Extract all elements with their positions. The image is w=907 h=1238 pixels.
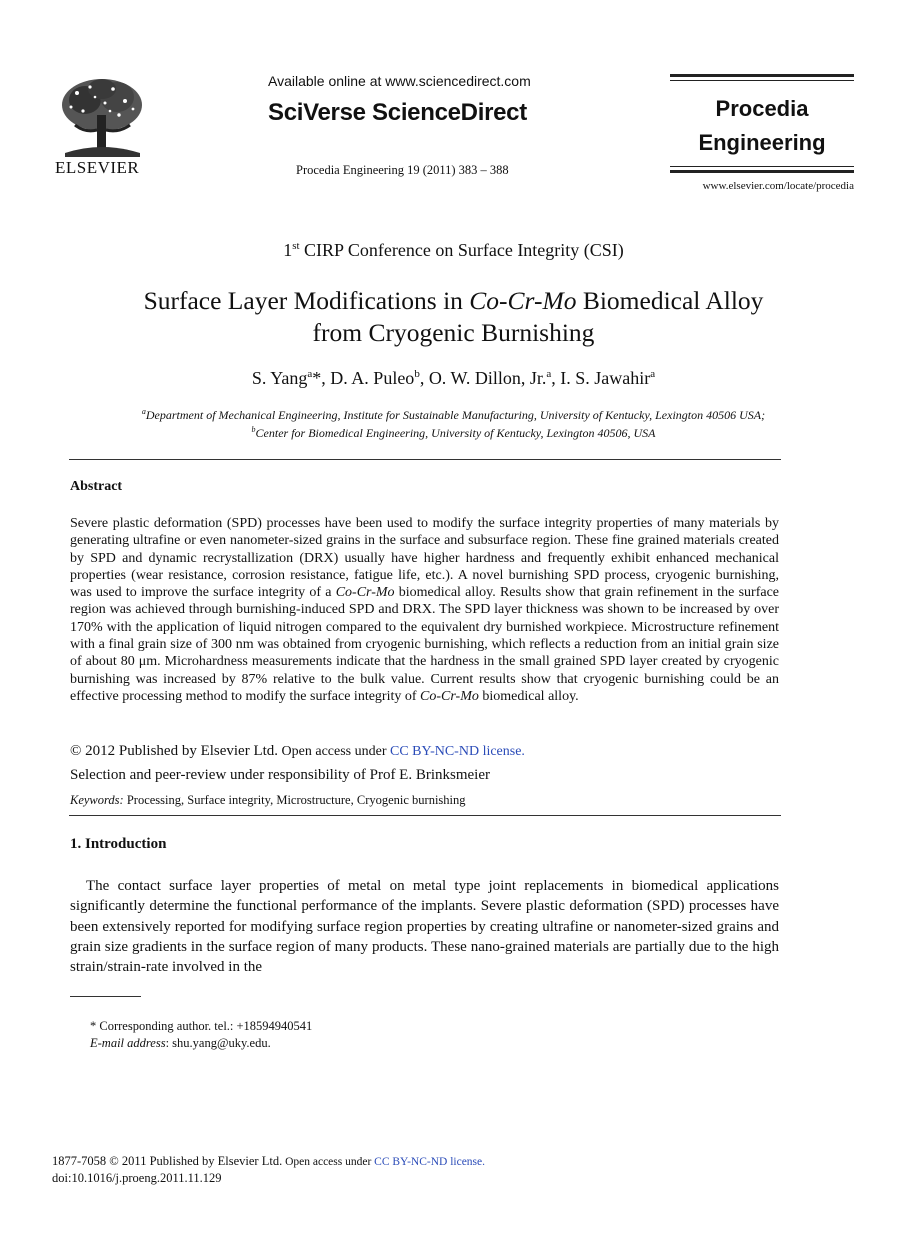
doi-line[interactable]: doi:10.1016/j.proeng.2011.11.129 <box>52 1171 222 1185</box>
keywords-label: Keywords: <box>70 793 124 807</box>
author-name: D. A. Puleo <box>330 368 415 388</box>
footnote-rule <box>70 996 141 997</box>
license-link[interactable]: CC BY-NC-ND license. <box>374 1156 486 1168</box>
journal-rule-bottom-thick <box>670 170 854 173</box>
introduction-body: The contact surface layer properties of metal on metal type joint replacements in biomedical applications significantly determine the functional performance of the implants. Severe plastic deformation (SPD) processes have been extensively reported for modifying surface region properties by creating ultrafine or nanometer-sized grains and grain size gradients in the surface region of many products. These nano-grained materials are partially due to the high strain/strain-rate involved in the <box>70 878 779 976</box>
corresponding-author-note: * Corresponding author. tel.: +18594940541 <box>90 1019 313 1033</box>
affiliation-a: $^a$Department of Mechanical Engineering, Institute for Sustainable Manufacturing, University of Kentucky, Lexington 40506 USA; <box>141 407 766 422</box>
journal-name-line2: Engineering <box>698 130 826 155</box>
keywords-list: Processing, Surface integrity, Microstructure, Cryogenic burnishing <box>123 793 466 807</box>
journal-citation: Procedia Engineering 19 (2011) 383 – 388 <box>296 163 509 177</box>
journal-name-line1: Procedia <box>715 96 809 121</box>
footer-copyright: 1877-7058 © 2011 Published by Elsevier Ltd. Open access under CC BY-NC-ND license. <box>52 1154 486 1168</box>
journal-name <box>670 92 854 160</box>
paper-title-line2: from Cryogenic Burnishing <box>312 318 595 347</box>
author-list: S. Yang$^a$*, D. A. Puleo$^b$, O. W. Dillon, Jr.$^a$, I. S. Jawahir$^a$ <box>251 368 656 388</box>
conference-ordinal-suffix: st <box>292 240 300 252</box>
license-link[interactable]: CC BY-NC-ND license. <box>390 744 525 759</box>
abstract-body: Severe plastic deformation (SPD) processes have been used to modify the surface integrity properties of many materials by generating ultrafine or even nanometer-sized grains in the surface and subsurface region. These fine grained materials created by SPD and dynamic recrystallization (DRX) usually have higher hardness and frequently exhibit enhanced mechanical properties (wear resistance, corrosion resistance, fatigue life, etc.). A novel burnishing SPD process, cryogenic burnishing, was used to improve the surface integrity of a Co-Cr-Mo biomedical alloy. Results show that grain refinement in the surface region was achieved through burnishing-induced SPD and DRX. The SPD layer thickness was shown to be increased by over 170% with the application of liquid nitrogen compared to the equivalent dry burnished workpiece. Microstructure refinement with a final grain size of 300 nm was obtained from cryogenic burnishing, which reflects a reduction from an initial grain size of about 80 μm. Microhardness measurements indicate that the hardness in the small grained SPD layer created by cryogenic burnishing was increased by 87% relative to the bulk value. Current results show that cryogenic burnishing could be an effective processing method to modify the surface integrity of Co-Cr-Mo biomedical alloy. <box>70 516 779 704</box>
alloy-name: Co-Cr-Mo <box>335 585 395 601</box>
abstract-heading: Abstract <box>70 479 123 494</box>
email-address[interactable]: : shu.yang@uky.edu. <box>165 1036 271 1050</box>
conference-name <box>0 240 907 261</box>
copyright-line: © 2012 Published by Elsevier Ltd. Open access under CC BY-NC-ND license. <box>70 743 525 759</box>
journal-rule-top-thick <box>670 74 854 77</box>
email-note <box>90 1036 271 1051</box>
author-name: S. Yang <box>251 368 308 388</box>
alloy-name: Co-Cr-Mo <box>420 688 479 704</box>
journal-rule-bottom-thin <box>670 166 854 167</box>
peer-review-note: Selection and peer-review under responsibility of Prof E. Brinksmeier <box>70 767 490 783</box>
conference-title: CIRP Conference on Surface Integrity (CSI) <box>299 240 624 260</box>
paper-title-line1: Surface Layer Modifications in Co-Cr-Mo Biomedical Alloy <box>143 286 764 315</box>
publisher-wordmark: ELSEVIER <box>55 158 140 177</box>
author-affiliation-mark: b <box>414 368 420 380</box>
section-heading-introduction: 1. Introduction <box>70 836 167 852</box>
platform-name: SciVerse ScienceDirect <box>268 99 527 126</box>
divider <box>69 815 781 816</box>
conference-ordinal: 1 <box>283 240 293 260</box>
divider <box>69 459 781 460</box>
keywords-line <box>70 793 466 808</box>
author-name: O. W. Dillon, Jr. <box>428 368 547 388</box>
author-affiliation-mark: a <box>307 368 313 380</box>
journal-rule-top-thin <box>670 80 854 81</box>
author-affiliation-mark: a <box>546 368 552 380</box>
available-online-line: Available online at www.sciencedirect.com <box>268 73 531 89</box>
affiliation-b: $^b$Center for Biomedical Engineering, University of Kentucky, Lexington 40506, USA <box>251 425 656 440</box>
author-name: I. S. Jawahir <box>560 368 651 388</box>
paper-title <box>40 285 867 349</box>
alloy-name: Co-Cr-Mo <box>469 286 577 315</box>
author-affiliation-mark: a <box>650 368 656 380</box>
journal-url-link[interactable]: www.elsevier.com/locate/procedia <box>702 180 854 192</box>
email-label: E-mail address <box>90 1036 166 1050</box>
